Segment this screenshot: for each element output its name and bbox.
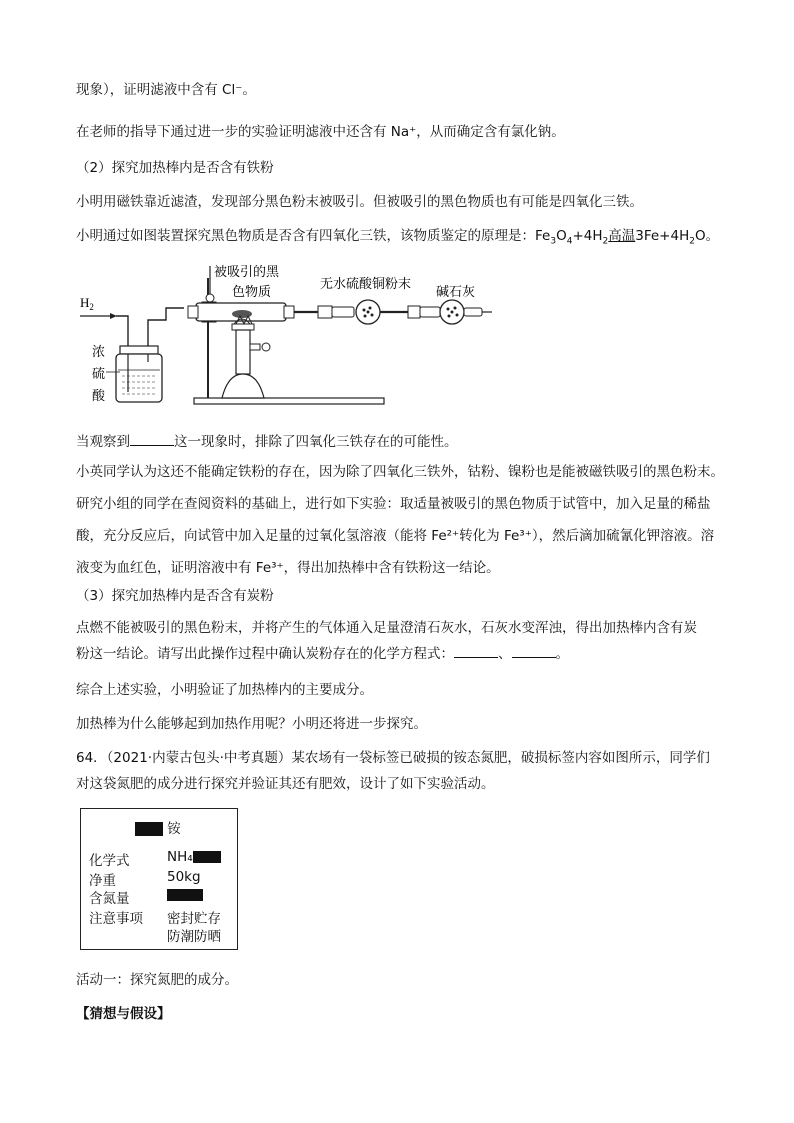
weight-key: 净重 (89, 873, 116, 889)
text-line: 在老师的指导下通过进一步的实验证明滤液中还含有 Na⁺，从而确定含有氯化钠。 (76, 124, 565, 140)
notes-value-2: 防潮防晒 (167, 929, 221, 945)
redacted-text (193, 851, 221, 863)
formula-value: NH₄ (167, 849, 221, 865)
acid-label-1: 浓 (92, 345, 106, 360)
answer-blank (512, 645, 556, 658)
redacted-text (167, 889, 203, 901)
section-heading: （3）探究加热棒内是否含有炭粉 (76, 588, 274, 604)
fertilizer-label (80, 808, 238, 950)
text-line: 点燃不能被吸引的黑色粉末，并将产生的气体通入足量澄清石灰水，石灰水变浑浊，得出加热棒内含有炭 (76, 620, 697, 636)
text-line: 综合上述实验，小明验证了加热棒内的主要成分。 (76, 682, 373, 698)
question-title: 64．（2021·内蒙古包头·中考真题）某农场有一袋标签已破损的铵态氮肥，破损标签内容如图所示，同学们 (76, 750, 710, 766)
nitrogen-key: 含氮量 (89, 891, 130, 907)
apparatus-diagram (76, 258, 496, 408)
acid-label-2: 硫 (92, 367, 106, 382)
equation-line: 小明通过如图装置探究黑色物质是否含有四氧化三铁，该物质鉴定的原理是：$Fe_3O_4+4H_2$高温$3Fe+4H_2O$。 (76, 228, 720, 247)
cuso4-label: 无水硫酸铜粉末 (320, 277, 412, 292)
redacted-text (135, 822, 163, 836)
condition-high-temp: 高温 (608, 228, 636, 244)
answer-blank (130, 433, 174, 446)
answer-blank (454, 645, 498, 658)
notes-key: 注意事项 (89, 911, 143, 927)
soda-lime-label: 碱石灰 (436, 285, 476, 300)
h2-label: $H_2$ (80, 295, 94, 312)
formula-key: 化学式 (89, 853, 130, 869)
weight-value: 50kg (167, 869, 201, 885)
black-substance-label-1: 被吸引的黑 (214, 265, 280, 280)
notes-value-1: 密封贮存 (167, 911, 221, 927)
section-heading: （2）探究加热棒内是否含有铁粉 (76, 160, 274, 176)
nitrogen-value (167, 887, 203, 903)
section-heading: 【猜想与假设】 (76, 1006, 171, 1022)
text-line: 加热棒为什么能够起到加热作用呢？小明还将进一步探究。 (76, 716, 427, 732)
question-line: 当观察到 这一现象时，排除了四氧化三铁存在的可能性。 (76, 434, 458, 450)
question-line: 粉这一结论。请写出此操作过程中确认炭粉存在的化学方程式： 、 。 (76, 646, 569, 662)
text-line: 对这袋氮肥的成分进行探究并验证其还有肥效，设计了如下实验活动。 (76, 776, 495, 792)
activity-heading: 活动一：探究氮肥的成分。 (76, 972, 238, 988)
text-line: 小明用磁铁靠近滤渣，发现部分黑色粉末被吸引。但被吸引的黑色物质也有可能是四氧化三铁。 (76, 194, 643, 210)
label-title: 铵 (135, 817, 181, 837)
acid-label-3: 酸 (92, 389, 106, 404)
text-line: 现象），证明滤液中含有 Cl⁻。 (76, 82, 256, 98)
black-substance-label-2: 色物质 (232, 285, 272, 300)
wash-bottle (116, 354, 162, 402)
paragraph: 小英同学认为这还不能确定铁粉的存在，因为除了四氧化三铁外，钴粉、镍粉也是能被磁铁吸引的黑色粉末。研究小组的同学在查阅资料的基础上，进行如下实验：取适量被吸引的黑色物质于试管中，加入足量的稀盐酸，充分反应后，向试管中加入足量的过氧化氢溶液（能将 Fe²⁺转化为 Fe³⁺），然后滴加硫氰化钾溶液。溶液变为血红色，证明溶液中有 Fe³⁺，得出加热棒中含有铁粉这一结论。 (76, 464, 724, 576)
